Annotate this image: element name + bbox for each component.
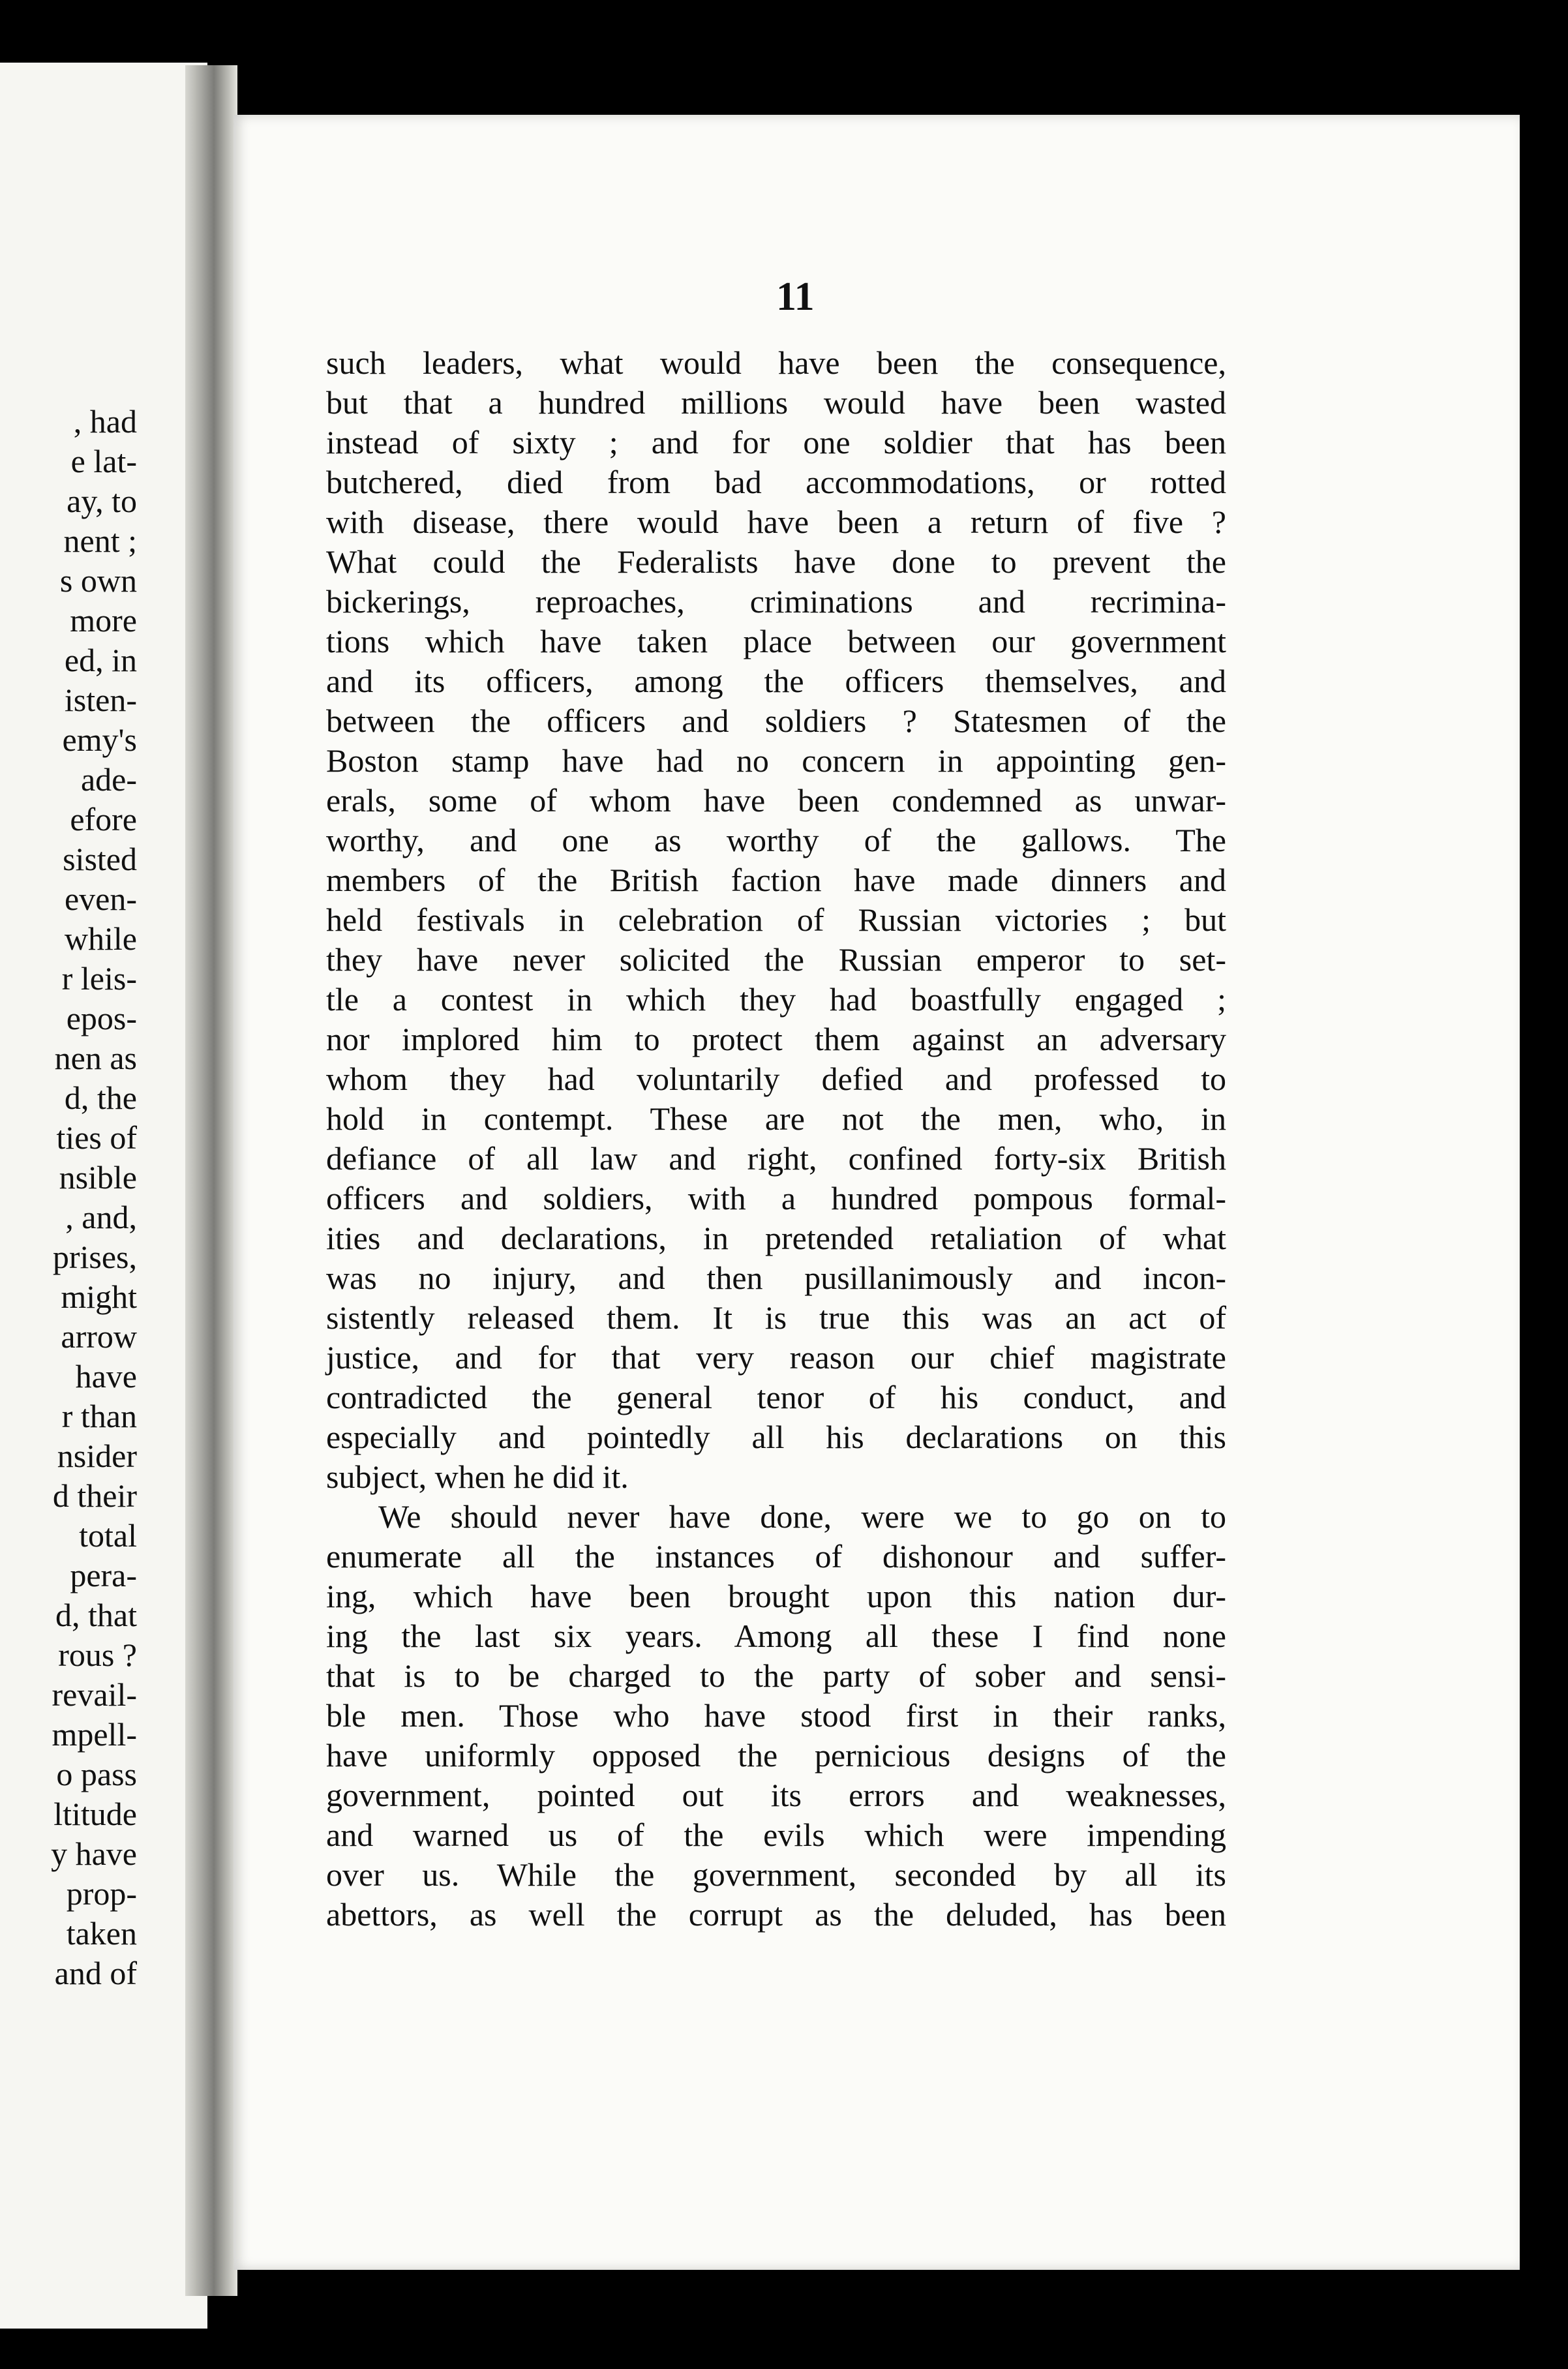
left-page-line: ties of (56, 1119, 137, 1156)
left-page-line: epos- (66, 1000, 137, 1036)
left-page-line: sisted (63, 841, 137, 877)
left-page-text-fragments (0, 402, 137, 1993)
text-line: tle a contest in which they had boastfully engaged ; (326, 981, 1226, 1018)
left-page-line: taken (66, 1915, 137, 1952)
text-line: butchered, died from bad accommodations, or rotted (326, 464, 1226, 500)
left-page-line: revail- (52, 1676, 137, 1713)
text-line: bickerings, reproaches, criminations and recrimina- (326, 583, 1226, 620)
left-page-line: d their (52, 1477, 137, 1514)
left-page-line: have (75, 1358, 137, 1395)
left-page-line: , and, (65, 1199, 137, 1235)
left-page-line: ltitude (53, 1796, 137, 1832)
text-line: subject, when he did it. (326, 1458, 629, 1495)
left-page-line: y have (51, 1835, 137, 1872)
left-page-line: prises, (52, 1239, 137, 1275)
left-page-line: r leis- (61, 960, 137, 997)
text-line: but that a hundred millions would have been wasted (326, 384, 1226, 421)
text-line: sistently released them. It is true this was an act of (326, 1299, 1226, 1336)
left-page-line: ade- (80, 761, 137, 798)
left-page-line: arrow (61, 1318, 137, 1355)
text-line: such leaders, what would have been the consequence, (326, 344, 1226, 381)
left-page-line: while (64, 920, 137, 957)
left-page-line: nent ; (63, 522, 137, 559)
page-number: 11 (776, 275, 815, 319)
left-page-line: r than (61, 1398, 137, 1434)
text-line: that is to be charged to the party of sober and sensi- (326, 1657, 1226, 1694)
left-page-line: ed, in (64, 642, 137, 678)
left-page-line: total (79, 1517, 137, 1554)
body-text (326, 343, 1226, 1935)
paragraph (326, 1497, 1226, 1935)
left-page-line: ay, to (67, 483, 137, 519)
left-page-line: nsible (59, 1159, 137, 1196)
text-line: and warned us of the evils which were impending (326, 1817, 1226, 1853)
text-line: ing, which have been brought upon this nation dur- (326, 1578, 1226, 1614)
left-page-line: d, that (55, 1597, 137, 1633)
text-line: held festivals in celebration of Russian victories ; but (326, 901, 1226, 938)
left-page-line: mpell- (52, 1716, 137, 1753)
text-line: defiance of all law and right, confined forty-six British (326, 1140, 1226, 1177)
left-page-line: nsider (57, 1438, 137, 1474)
left-page-line: even- (64, 881, 137, 917)
text-line: ities and declarations, in pretended retaliation of what (326, 1220, 1226, 1256)
text-line: contradicted the general tenor of his conduct, and (326, 1379, 1226, 1415)
text-line: hold in contempt. These are not the men, who, in (326, 1100, 1226, 1137)
text-line: What could the Federalists have done to prevent the (326, 543, 1226, 580)
left-page-line: , had (73, 403, 137, 440)
left-page-line: might (61, 1278, 137, 1315)
book-gutter (185, 65, 237, 2296)
text-line: they have never solicited the Russian emperor to set- (326, 941, 1226, 978)
text-line: was no injury, and then pusillanimously and incon- (326, 1260, 1226, 1296)
left-page (0, 63, 207, 2329)
left-page-line: nen as (54, 1040, 137, 1076)
left-page-line: e lat- (70, 443, 137, 479)
text-line: ing the last six years. Among all these I find none (326, 1618, 1226, 1654)
text-line: justice, and for that very reason our chief magistrate (326, 1339, 1226, 1376)
text-line: between the officers and soldiers ? Statesmen of the (326, 702, 1226, 739)
text-line: tions which have taken place between our government (326, 623, 1226, 659)
left-page-line: and of (54, 1955, 137, 1991)
paragraph (326, 343, 1226, 1497)
text-line: especially and pointedly all his declarations on this (326, 1419, 1226, 1455)
text-line: worthy, and one as worthy of the gallows. The (326, 822, 1226, 858)
left-page-line: pera- (70, 1557, 137, 1593)
text-line: over us. While the government, seconded by all its (326, 1856, 1226, 1893)
text-line: Boston stamp have had no concern in appointing gen- (326, 742, 1226, 779)
text-line: erals, some of whom have been condemned as unwar- (326, 782, 1226, 819)
left-page-line: prop- (66, 1875, 137, 1912)
left-page-line: rous ? (58, 1637, 137, 1673)
text-line: nor implored him to protect them against an adversary (326, 1021, 1226, 1057)
text-line: ble men. Those who have stood first in their ranks, (326, 1697, 1226, 1734)
text-line: have uniformly opposed the pernicious designs of the (326, 1737, 1226, 1773)
text-line: and its officers, among the officers themselves, and (326, 663, 1226, 699)
left-page-line: emy's (62, 721, 137, 758)
text-line: with disease, there would have been a return of five ? (326, 504, 1226, 540)
text-line: whom they had voluntarily defied and professed to (326, 1061, 1226, 1097)
left-page-line: d, the (64, 1079, 137, 1116)
left-page-line: s own (59, 562, 137, 599)
left-page-line: o pass (56, 1756, 137, 1792)
text-line: instead of sixty ; and for one soldier that has been (326, 424, 1226, 460)
text-line: government, pointed out its errors and weaknesses, (326, 1777, 1226, 1813)
text-line: members of the British faction have made dinners and (326, 862, 1226, 898)
left-page-line: more (70, 602, 137, 639)
left-page-line: efore (70, 801, 137, 837)
text-line: abettors, as well the corrupt as the deluded, has been (326, 1896, 1226, 1933)
text-line: officers and soldiers, with a hundred pompous formal- (326, 1180, 1226, 1216)
text-line: enumerate all the instances of dishonour and suffer- (326, 1538, 1226, 1575)
left-page-line: isten- (64, 682, 137, 718)
text-line: We should never have done, were we to go on to (378, 1498, 1226, 1535)
